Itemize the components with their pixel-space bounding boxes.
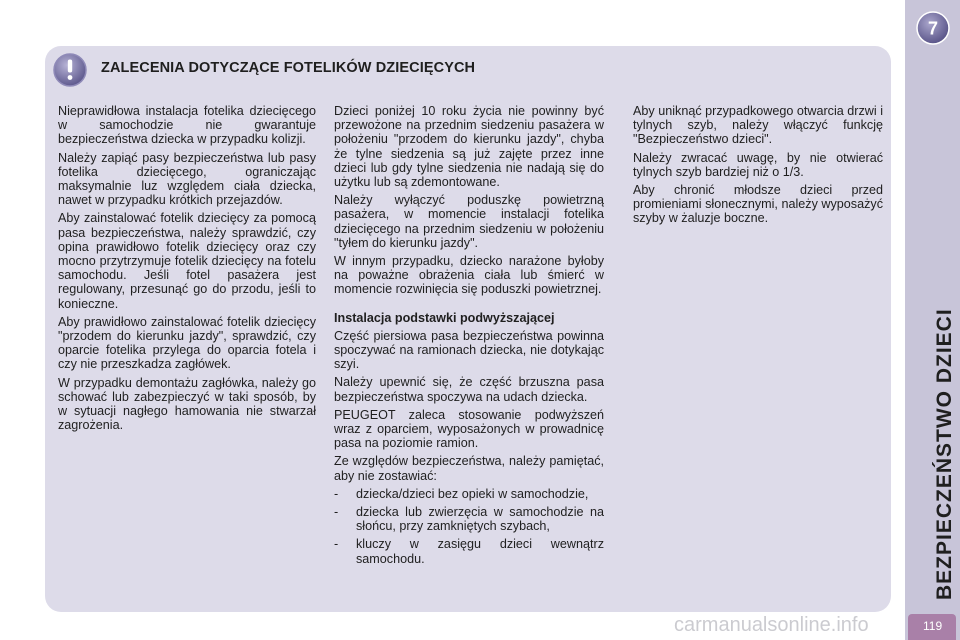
paragraph: Część piersiowa pasa bezpieczeństwa powinna spoczywać na ramionach dziecka, nie dotykając szyi.	[334, 328, 604, 372]
list-item-text: dziecka/dzieci bez opieki w samochodzie,	[356, 486, 589, 501]
dash-marker: -	[334, 505, 339, 520]
paragraph: Aby chronić młodsze dzieci przed promieniami słonecznymi, należy wyposażyć szyby w żaluzje boczne.	[633, 183, 883, 226]
column-2	[334, 104, 604, 570]
chapter-7-icon	[915, 10, 951, 46]
chapter-number: 7	[927, 18, 939, 39]
paragraph: Aby zainstalować fotelik dziecięcy za pomocą pasa bezpieczeństwa, należy sprawdzić, czy opina prawidłowo fotelik dziecięcy oraz czy mocno przytrzymuje fotelik dziecięcy na fotelu samochodu. Jeśli fotel pasażera jest regulowany, przesunąć go do przodu, jeśli to konieczne.	[58, 211, 316, 311]
column-1	[58, 104, 316, 436]
list-item-text: dziecka lub zwierzęcia w samochodzie na słońcu, przy zamkniętych szybach,	[356, 505, 604, 534]
paragraph: Aby prawidłowo zainstalować fotelik dziecięcy "przodem do kierunku jazdy", sprawdzić, czy oparcie fotelika przylega do oparcia fotela i czy nie przeszkadza zagłówek.	[58, 314, 316, 372]
paragraph: Należy wyłączyć poduszkę powietrzną pasażera, w momencie instalacji fotelika dziecięcego na przednim siedzeniu w położeniu "tyłem do kierunku jazdy".	[334, 193, 604, 250]
paragraph: W innym przypadku, dziecko narażone byłoby na poważne obrażenia ciała lub śmierć w momencie rozwinięcia się poduszki powietrznej.	[334, 254, 604, 297]
list-item	[334, 505, 604, 533]
page-number: 119	[923, 619, 943, 633]
list-item	[334, 537, 604, 565]
paragraph: PEUGEOT zaleca stosowanie podwyższeń wraz z oparciem, wyposażonych w prowadnicę pasa na poziomie ramion.	[334, 407, 604, 451]
dash-marker: -	[334, 486, 339, 501]
paragraph: Należy zapiąć pasy bezpieczeństwa lub pasy fotelika dziecięcego, ograniczając maksymalnie luz względem ciała dziecka, nawet w przypadku krótkich przejazdów.	[58, 150, 316, 208]
paragraph: Należy zwracać uwagę, by nie otwierać tylnych szyb bardziej niż o 1/3.	[633, 150, 883, 179]
column-3	[633, 104, 883, 230]
list-item	[334, 487, 604, 501]
chapter-title: BEZPIECZEŃSTWO DZIECI	[933, 308, 956, 600]
section-title: ZALECENIA DOTYCZĄCE FOTELIKÓW DZIECIĘCYCH	[101, 60, 476, 76]
paragraph: Dzieci poniżej 10 roku życia nie powinny być przewożone na przednim siedzeniu pasażera w położeniu "przodem do kierunku jazdy", chyba że tylne siedzenia są już zajęte przez inne dzieci lub gdy tylne siedzenia nie nadają się do użytku lub są zdemontowane.	[334, 104, 604, 190]
paragraph: Należy upewnić się, że część brzuszna pasa bezpieczeństwa spoczywa na udach dziecka.	[334, 375, 604, 404]
paragraph: W przypadku demontażu zagłówka, należy go schować lub zabezpieczyć w taki sposób, by w sytuacji nagłego hamowania nie stwarzał zagrożenia.	[58, 375, 316, 433]
exclamation-icon	[52, 52, 88, 88]
paragraph: Ze względów bezpieczeństwa, należy pamiętać, aby nie zostawiać:	[334, 454, 604, 483]
watermark: carmanualsonline.info	[674, 614, 869, 636]
paragraph: Aby uniknąć przypadkowego otwarcia drzwi i tylnych szyb, należy włączyć funkcję "Bezpieczeństwo dzieci".	[633, 104, 883, 147]
dash-marker: -	[334, 537, 339, 552]
list-item-text: kluczy w zasięgu dzieci wewnątrz samochodu.	[356, 537, 604, 566]
paragraph: Nieprawidłowa instalacja fotelika dziecięcego w samochodzie nie gwarantuje bezpieczeństwa dziecka w przypadku kolizji.	[58, 104, 316, 147]
subheading: Instalacja podstawki podwyższającej	[334, 310, 555, 325]
